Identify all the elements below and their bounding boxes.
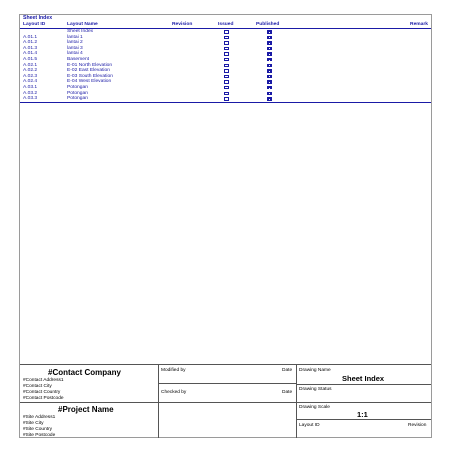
drawing-name-label: Drawing Name	[299, 368, 331, 373]
row-layout-name: Sheet Index	[67, 29, 94, 34]
sheet-index-title: Sheet Index	[23, 15, 53, 21]
row-layout-id: A.02.4	[23, 79, 38, 85]
published-checkbox[interactable]	[267, 30, 272, 34]
drawing-sheet	[19, 14, 432, 438]
divider	[158, 383, 296, 384]
row-layout-id: A.02.1	[23, 62, 38, 68]
row-layout-name: lantai 4	[67, 51, 83, 57]
row-layout-id: A.03.2	[23, 90, 38, 96]
site-country: #Site Country	[23, 427, 53, 432]
issued-checkbox[interactable]	[224, 41, 229, 45]
issued-checkbox[interactable]	[224, 86, 229, 90]
row-layout-name: Basement	[67, 56, 90, 62]
published-checkbox[interactable]	[267, 69, 272, 73]
checked-date-label: Date	[282, 390, 293, 395]
row-layout-id: A.03.3	[23, 96, 38, 102]
layout-id-label: Layout ID	[299, 423, 320, 428]
issued-checkbox[interactable]	[224, 36, 229, 40]
issued-checkbox[interactable]	[224, 64, 229, 68]
site-city: #Site City	[23, 421, 44, 426]
row-layout-name: Potongan	[67, 90, 88, 96]
site-postcode: #Site Postcode	[23, 433, 56, 438]
row-layout-name: lantai 3	[67, 45, 83, 51]
header-remark: Remark	[410, 22, 428, 27]
modified-by-label: Modified by	[161, 368, 186, 373]
drawing-scale: 1:1	[357, 410, 368, 419]
row-layout-name: lantai 2	[67, 40, 83, 46]
row-layout-name: Potongan	[67, 84, 88, 90]
issued-checkbox[interactable]	[224, 52, 229, 56]
published-checkbox[interactable]	[267, 80, 272, 84]
project-name: #Project Name	[58, 405, 114, 414]
divider	[296, 384, 431, 385]
contact-city: #Contact City	[23, 384, 52, 389]
issued-checkbox[interactable]	[224, 92, 229, 96]
header-revision: Revision	[172, 22, 193, 27]
header-issued: Issued	[218, 22, 234, 27]
published-checkbox[interactable]	[267, 47, 272, 51]
contact-country: #Contact Country	[23, 390, 61, 395]
issued-checkbox[interactable]	[224, 69, 229, 73]
published-checkbox[interactable]	[267, 41, 272, 45]
published-checkbox[interactable]	[267, 52, 272, 56]
published-checkbox[interactable]	[267, 36, 272, 40]
published-checkbox[interactable]	[267, 97, 272, 101]
divider	[20, 402, 431, 403]
published-checkbox[interactable]	[267, 92, 272, 96]
published-checkbox[interactable]	[267, 86, 272, 90]
row-layout-name: E-01 North Elevation	[67, 62, 113, 68]
row-layout-id: A.01.1	[23, 34, 38, 40]
row-layout-id: A.02.3	[23, 73, 38, 79]
revision-label: Revision	[408, 423, 427, 428]
modified-date-label: Date	[282, 368, 293, 373]
drawing-scale-label: Drawing Scale	[299, 405, 330, 410]
published-checkbox[interactable]	[267, 75, 272, 79]
header-layout-id: Layout ID	[23, 22, 46, 27]
published-checkbox[interactable]	[267, 58, 272, 62]
issued-checkbox[interactable]	[224, 30, 229, 34]
checked-by-label: Checked by	[161, 390, 187, 395]
header-published: Published	[256, 22, 280, 27]
row-layout-id: A.01.2	[23, 40, 38, 46]
row-layout-name: E-03 South Elevation	[67, 73, 113, 79]
contact-company: #Contact Company	[48, 368, 121, 377]
drawing-status-label: Drawing Status	[299, 387, 332, 392]
row-layout-id: A.01.4	[23, 51, 38, 57]
sheet-index-header	[20, 22, 431, 29]
row-layout-name: lantai 1	[67, 34, 83, 40]
issued-checkbox[interactable]	[224, 80, 229, 84]
header-layout-name: Layout Name	[67, 22, 98, 27]
title-block	[20, 364, 431, 438]
issued-checkbox[interactable]	[224, 97, 229, 101]
drawing-name: Sheet Index	[342, 374, 385, 383]
row-layout-name: E-02 East Elevation	[67, 68, 110, 74]
issued-checkbox[interactable]	[224, 75, 229, 79]
row-layout-id: A.01.5	[23, 56, 38, 62]
issued-checkbox[interactable]	[224, 47, 229, 51]
table-row	[20, 96, 431, 103]
row-layout-id: A.01.3	[23, 45, 38, 51]
contact-postcode: #Contact Postcode	[23, 396, 64, 401]
published-checkbox[interactable]	[267, 64, 272, 68]
row-layout-name: Potongan	[67, 96, 88, 102]
row-layout-name: E-04 West Elevation	[67, 79, 112, 85]
site-address: #Site Address1	[23, 415, 56, 420]
contact-address: #Contact Address1	[23, 378, 64, 383]
issued-checkbox[interactable]	[224, 58, 229, 62]
row-layout-id: A.02.2	[23, 68, 38, 74]
sheet-index-table	[20, 15, 431, 103]
divider	[296, 419, 431, 420]
row-layout-id: A.03.1	[23, 84, 38, 90]
sheet-index-rows	[20, 29, 431, 103]
